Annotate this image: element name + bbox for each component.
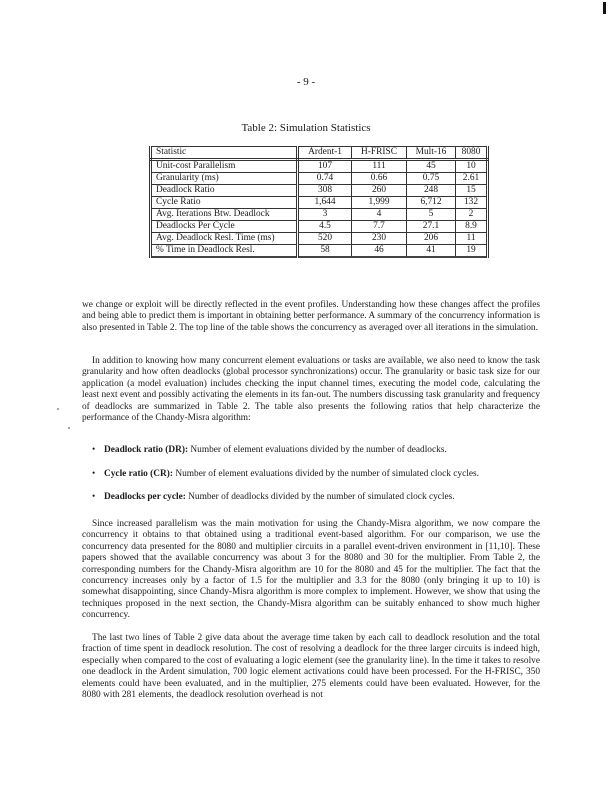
table-caption: Table 2: Simulation Statistics bbox=[241, 122, 371, 134]
table-cell: 308 bbox=[298, 185, 352, 197]
definition: Number of element evaluations divided by the number of deadlocks. bbox=[188, 445, 447, 455]
table-row bbox=[151, 221, 488, 233]
table-cell: 7.7 bbox=[352, 221, 407, 233]
table-row bbox=[151, 245, 488, 258]
table-cell: 230 bbox=[352, 233, 407, 245]
bullet-icon: • bbox=[92, 492, 96, 503]
table-cell: 5 bbox=[407, 209, 456, 221]
row-label: Unit-cost Parallelism bbox=[151, 160, 298, 173]
table-cell: 107 bbox=[298, 160, 352, 173]
page-number: - 9 - bbox=[296, 76, 316, 88]
paragraph-text: The last two lines of Table 2 give data about the average time taken by each call to deadlock resolution and the total fraction of time spent in deadlock resolution. The cost of resolving a deadlock for the three larger circuits is indeed high, especially when compared to the cost of evaluating a logic element (see the granularity line). In the time it takes to resolve one deadlock in the Ardent simulation, 700 logic element activations could have been processed. For the H-FRISC, 350 elements could have been evaluated, and in the multiplier, 275 elements could have been evaluated. However, for the 8080 with 281 elements, the deadlock resolution overhead is not bbox=[82, 633, 540, 701]
row-label: % Time in Deadlock Resl. bbox=[151, 245, 298, 258]
table-row bbox=[151, 185, 488, 197]
table-row bbox=[151, 209, 488, 221]
paragraph-deadlock-resolution bbox=[82, 633, 540, 701]
simulation-statistics-table bbox=[149, 146, 489, 258]
scan-speck bbox=[68, 427, 70, 429]
table-row bbox=[151, 173, 488, 185]
column-header: 8080 bbox=[456, 147, 488, 160]
definition: Number of element evaluations divided by the number of simulated clock cycles. bbox=[173, 468, 479, 479]
bullet-icon: • bbox=[92, 468, 96, 479]
table-cell: 0.75 bbox=[407, 173, 456, 185]
bullet-icon: • bbox=[92, 445, 96, 455]
table-cell: 45 bbox=[407, 160, 456, 173]
table-cell: 8.9 bbox=[456, 221, 488, 233]
table-cell: 132 bbox=[456, 197, 488, 209]
table-row bbox=[151, 197, 488, 209]
column-header: Ardent-1 bbox=[298, 147, 352, 160]
paragraph-text: Since increased parallelism was the main motivation for using the Chandy-Misra algorithm, we now compare the concurrency it obtains to that obtained using a traditional event-based algorithm. For our comparison, we use the concurrency data presented for the 8080 and multiplier circuits in a parallel event-driven environment in [11,10]. These papers showed that the available concurrency was about 3 for the 8080 and 30 for the multiplier. From Table 2, the corresponding numbers for the Chandy-Misra algorithm are 10 for the 8080 and 45 for the multiplier. The fact that the concurrency increases only by a factor of 1.5 for the multiplier and 3.3 for the 8080 (only bringing it up to 10) is somewhat disappointing, since Chandy-Misra algorithm is more complex to implement. However, we show that using the techniques proposed in the next section, the Chandy-Misra algorithm can be suitably enhanced to show much higher concurrency. bbox=[82, 519, 540, 621]
table-cell: 2 bbox=[456, 209, 488, 221]
stats-table bbox=[149, 146, 489, 258]
row-label: Granularity (ms) bbox=[151, 173, 298, 185]
table-cell: 248 bbox=[407, 185, 456, 197]
scan-corner-mark bbox=[603, 2, 606, 14]
table-cell: 4 bbox=[352, 209, 407, 221]
table-header-row bbox=[151, 147, 488, 160]
table-cell: 41 bbox=[407, 245, 456, 258]
list-item bbox=[92, 469, 542, 480]
table-cell: 58 bbox=[298, 245, 352, 258]
table-cell: 0.66 bbox=[352, 173, 407, 185]
table-cell: 6,712 bbox=[407, 197, 456, 209]
table-cell: 46 bbox=[352, 245, 407, 258]
row-label: Cycle Ratio bbox=[151, 197, 298, 209]
paragraph-text: we change or exploit will be directly reflected in the event profiles. Understanding how these changes affect the profiles and being able to predict them is important in obtaining better performance. A summary of the concurrency information is also presented in Table 2. The top line of the table shows the concurrency as averaged over all iterations in the simulation. bbox=[82, 300, 540, 333]
table-cell: 2.61 bbox=[456, 173, 488, 185]
scan-speck bbox=[57, 408, 59, 410]
table-cell: 11 bbox=[456, 233, 488, 245]
paragraph-concurrency-comparison bbox=[82, 519, 540, 622]
table-cell: 27.1 bbox=[407, 221, 456, 233]
table-cell: 4.5 bbox=[298, 221, 352, 233]
row-label: Avg. Iterations Btw. Deadlock bbox=[151, 209, 298, 221]
column-header: Mult-16 bbox=[407, 147, 456, 160]
table-cell: 0.74 bbox=[298, 173, 352, 185]
table-cell: 1,644 bbox=[298, 197, 352, 209]
table-cell: 3 bbox=[298, 209, 352, 221]
list-item bbox=[92, 445, 542, 456]
row-label: Deadlock Ratio bbox=[151, 185, 298, 197]
table-cell: 206 bbox=[407, 233, 456, 245]
table-cell: 111 bbox=[352, 160, 407, 173]
row-label: Deadlocks Per Cycle bbox=[151, 221, 298, 233]
table-cell: 19 bbox=[456, 245, 488, 258]
list-item bbox=[92, 492, 542, 503]
definition: Number of deadlocks divided by the number of simulated clock cycles. bbox=[185, 492, 455, 503]
paragraph-task-granularity bbox=[82, 356, 540, 424]
table-row bbox=[151, 233, 488, 245]
table-cell: 520 bbox=[298, 233, 352, 245]
table-row bbox=[151, 160, 488, 173]
table-cell: 1,999 bbox=[352, 197, 407, 209]
table-cell: 15 bbox=[456, 185, 488, 197]
paragraph-text: In addition to knowing how many concurrent element evaluations or tasks are available, we also need to know the task granularity and how often deadlocks (global processor synchronizations) occur. The granularity or basic task size for our application (a model evaluation) includes checking the input channel times, executing the model code, calculating the least next event and possibly activating the elements in its fan-out. The numbers discussing task granularity and frequency of deadlocks are summarized in Table 2. The table also presents the following ratios that help characterize the performance of the Chandy-Misra algorithm: bbox=[82, 356, 540, 424]
term: Deadlocks per cycle: bbox=[104, 492, 186, 503]
term: Cycle ratio (CR): bbox=[104, 468, 174, 479]
paragraph-event-profiles bbox=[82, 300, 540, 334]
table-cell: 260 bbox=[352, 185, 407, 197]
column-header: H-FRISC bbox=[352, 147, 407, 160]
column-header: Statistic bbox=[151, 147, 298, 160]
ratio-definitions-list bbox=[92, 445, 542, 516]
term: Deadlock ratio (DR): bbox=[104, 445, 189, 455]
row-label: Avg. Deadlock Resl. Time (ms) bbox=[151, 233, 298, 245]
table-cell: 10 bbox=[456, 160, 488, 173]
